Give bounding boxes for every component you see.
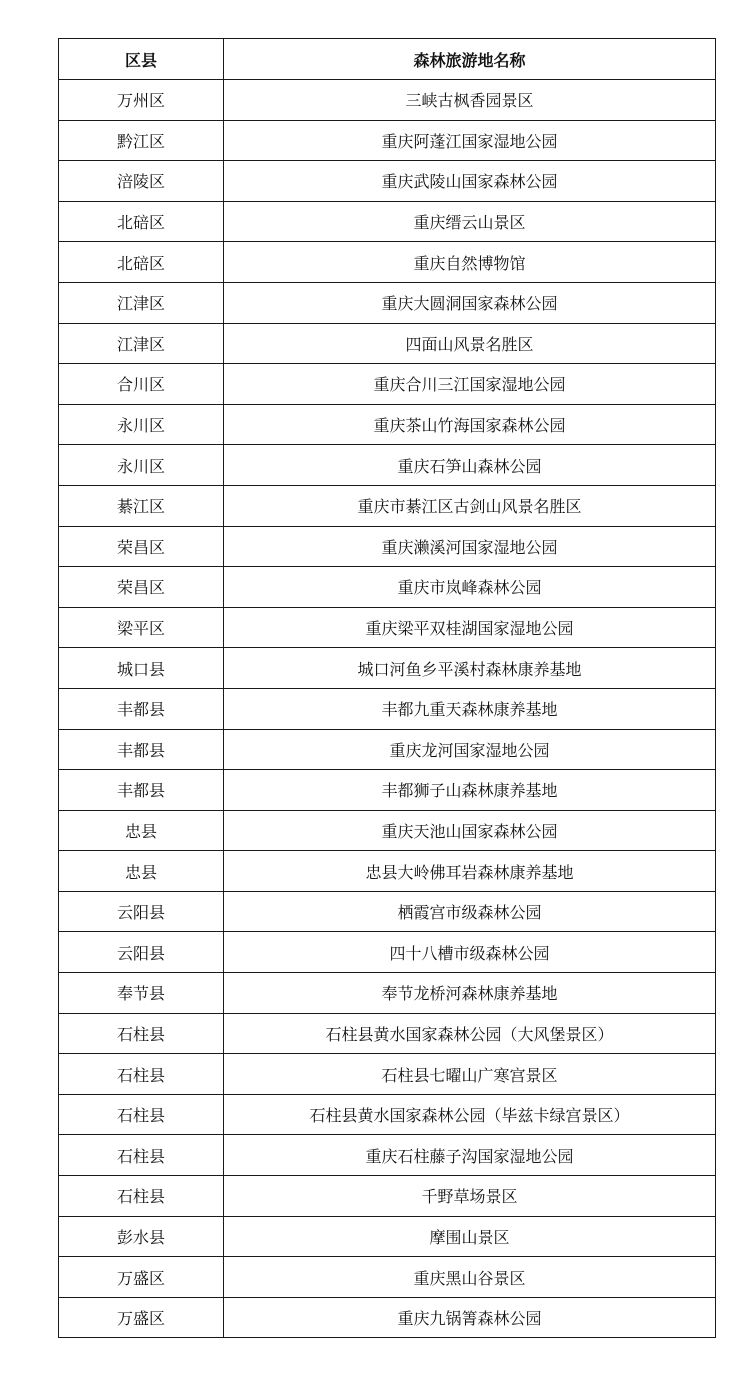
table-row (59, 648, 716, 689)
table-row (59, 364, 716, 405)
column-header-district: 区县 (59, 39, 224, 80)
cell-district: 丰都县 (59, 729, 224, 770)
cell-site-name: 重庆天池山国家森林公园 (224, 810, 716, 851)
table-row (59, 1297, 716, 1338)
column-header-name: 森林旅游地名称 (224, 39, 716, 80)
header-row (59, 39, 716, 80)
cell-district: 江津区 (59, 282, 224, 323)
cell-district: 江津区 (59, 323, 224, 364)
cell-district: 荣昌区 (59, 526, 224, 567)
cell-district: 云阳县 (59, 932, 224, 973)
cell-district: 石柱县 (59, 1054, 224, 1095)
table-header (59, 39, 716, 80)
table-row (59, 1257, 716, 1298)
cell-site-name: 重庆市岚峰森林公园 (224, 567, 716, 608)
cell-site-name: 重庆龙河国家湿地公园 (224, 729, 716, 770)
cell-district: 忠县 (59, 851, 224, 892)
cell-site-name: 重庆缙云山景区 (224, 201, 716, 242)
table-row (59, 445, 716, 486)
cell-site-name: 四面山风景名胜区 (224, 323, 716, 364)
cell-district: 永川区 (59, 404, 224, 445)
cell-site-name: 忠县大岭佛耳岩森林康养基地 (224, 851, 716, 892)
cell-district: 永川区 (59, 445, 224, 486)
cell-site-name: 重庆九锅箐森林公园 (224, 1297, 716, 1338)
cell-site-name: 重庆梁平双桂湖国家湿地公园 (224, 607, 716, 648)
table-row (59, 770, 716, 811)
table-row (59, 282, 716, 323)
cell-district: 万州区 (59, 80, 224, 121)
table-row (59, 485, 716, 526)
table-row (59, 120, 716, 161)
cell-site-name: 千野草场景区 (224, 1176, 716, 1217)
cell-district: 綦江区 (59, 485, 224, 526)
cell-site-name: 四十八槽市级森林公园 (224, 932, 716, 973)
cell-district: 黔江区 (59, 120, 224, 161)
cell-district: 石柱县 (59, 1135, 224, 1176)
cell-site-name: 重庆合川三江国家湿地公园 (224, 364, 716, 405)
cell-district: 忠县 (59, 810, 224, 851)
cell-site-name: 丰都狮子山森林康养基地 (224, 770, 716, 811)
cell-site-name: 栖霞宫市级森林公园 (224, 891, 716, 932)
cell-site-name: 奉节龙桥河森林康养基地 (224, 973, 716, 1014)
table-row (59, 526, 716, 567)
cell-site-name: 重庆大圆洞国家森林公园 (224, 282, 716, 323)
cell-district: 万盛区 (59, 1297, 224, 1338)
cell-district: 彭水县 (59, 1216, 224, 1257)
cell-district: 奉节县 (59, 973, 224, 1014)
cell-site-name: 摩围山景区 (224, 1216, 716, 1257)
cell-district: 石柱县 (59, 1176, 224, 1217)
cell-site-name: 丰都九重天森林康养基地 (224, 688, 716, 729)
table-row (59, 932, 716, 973)
cell-district: 云阳县 (59, 891, 224, 932)
cell-site-name: 重庆石柱藤子沟国家湿地公园 (224, 1135, 716, 1176)
cell-district: 万盛区 (59, 1257, 224, 1298)
table-row (59, 851, 716, 892)
table-row (59, 607, 716, 648)
table-row (59, 973, 716, 1014)
cell-district: 涪陵区 (59, 161, 224, 202)
table-row (59, 891, 716, 932)
cell-site-name: 石柱县黄水国家森林公园（毕兹卡绿宫景区） (224, 1094, 716, 1135)
cell-district: 石柱县 (59, 1013, 224, 1054)
cell-site-name: 重庆黑山谷景区 (224, 1257, 716, 1298)
table-row (59, 1135, 716, 1176)
table-row (59, 201, 716, 242)
table-row (59, 1216, 716, 1257)
cell-site-name: 石柱县黄水国家森林公园（大风堡景区） (224, 1013, 716, 1054)
cell-district: 丰都县 (59, 688, 224, 729)
table-body (59, 80, 716, 1338)
table-row (59, 567, 716, 608)
cell-site-name: 重庆武陵山国家森林公园 (224, 161, 716, 202)
table-row (59, 810, 716, 851)
cell-district: 北碚区 (59, 242, 224, 283)
forest-tourism-table (58, 38, 716, 1338)
cell-site-name: 重庆市綦江区古剑山风景名胜区 (224, 485, 716, 526)
cell-district: 合川区 (59, 364, 224, 405)
table-row (59, 80, 716, 121)
table-row (59, 1013, 716, 1054)
cell-site-name: 三峡古枫香园景区 (224, 80, 716, 121)
table-row (59, 688, 716, 729)
cell-site-name: 重庆茶山竹海国家森林公园 (224, 404, 716, 445)
table-row (59, 404, 716, 445)
table-row (59, 242, 716, 283)
table-row (59, 161, 716, 202)
cell-district: 丰都县 (59, 770, 224, 811)
table-row (59, 1094, 716, 1135)
cell-site-name: 重庆阿蓬江国家湿地公园 (224, 120, 716, 161)
cell-site-name: 石柱县七曜山广寒宫景区 (224, 1054, 716, 1095)
cell-district: 石柱县 (59, 1094, 224, 1135)
table-row (59, 323, 716, 364)
cell-site-name: 重庆濑溪河国家湿地公园 (224, 526, 716, 567)
table-row (59, 729, 716, 770)
cell-district: 城口县 (59, 648, 224, 689)
cell-district: 梁平区 (59, 607, 224, 648)
cell-site-name: 城口河鱼乡平溪村森林康养基地 (224, 648, 716, 689)
table-row (59, 1054, 716, 1095)
table-row (59, 1176, 716, 1217)
cell-site-name: 重庆石笋山森林公园 (224, 445, 716, 486)
cell-district: 荣昌区 (59, 567, 224, 608)
cell-site-name: 重庆自然博物馆 (224, 242, 716, 283)
cell-district: 北碚区 (59, 201, 224, 242)
forest-tourism-table-container (58, 38, 715, 1338)
